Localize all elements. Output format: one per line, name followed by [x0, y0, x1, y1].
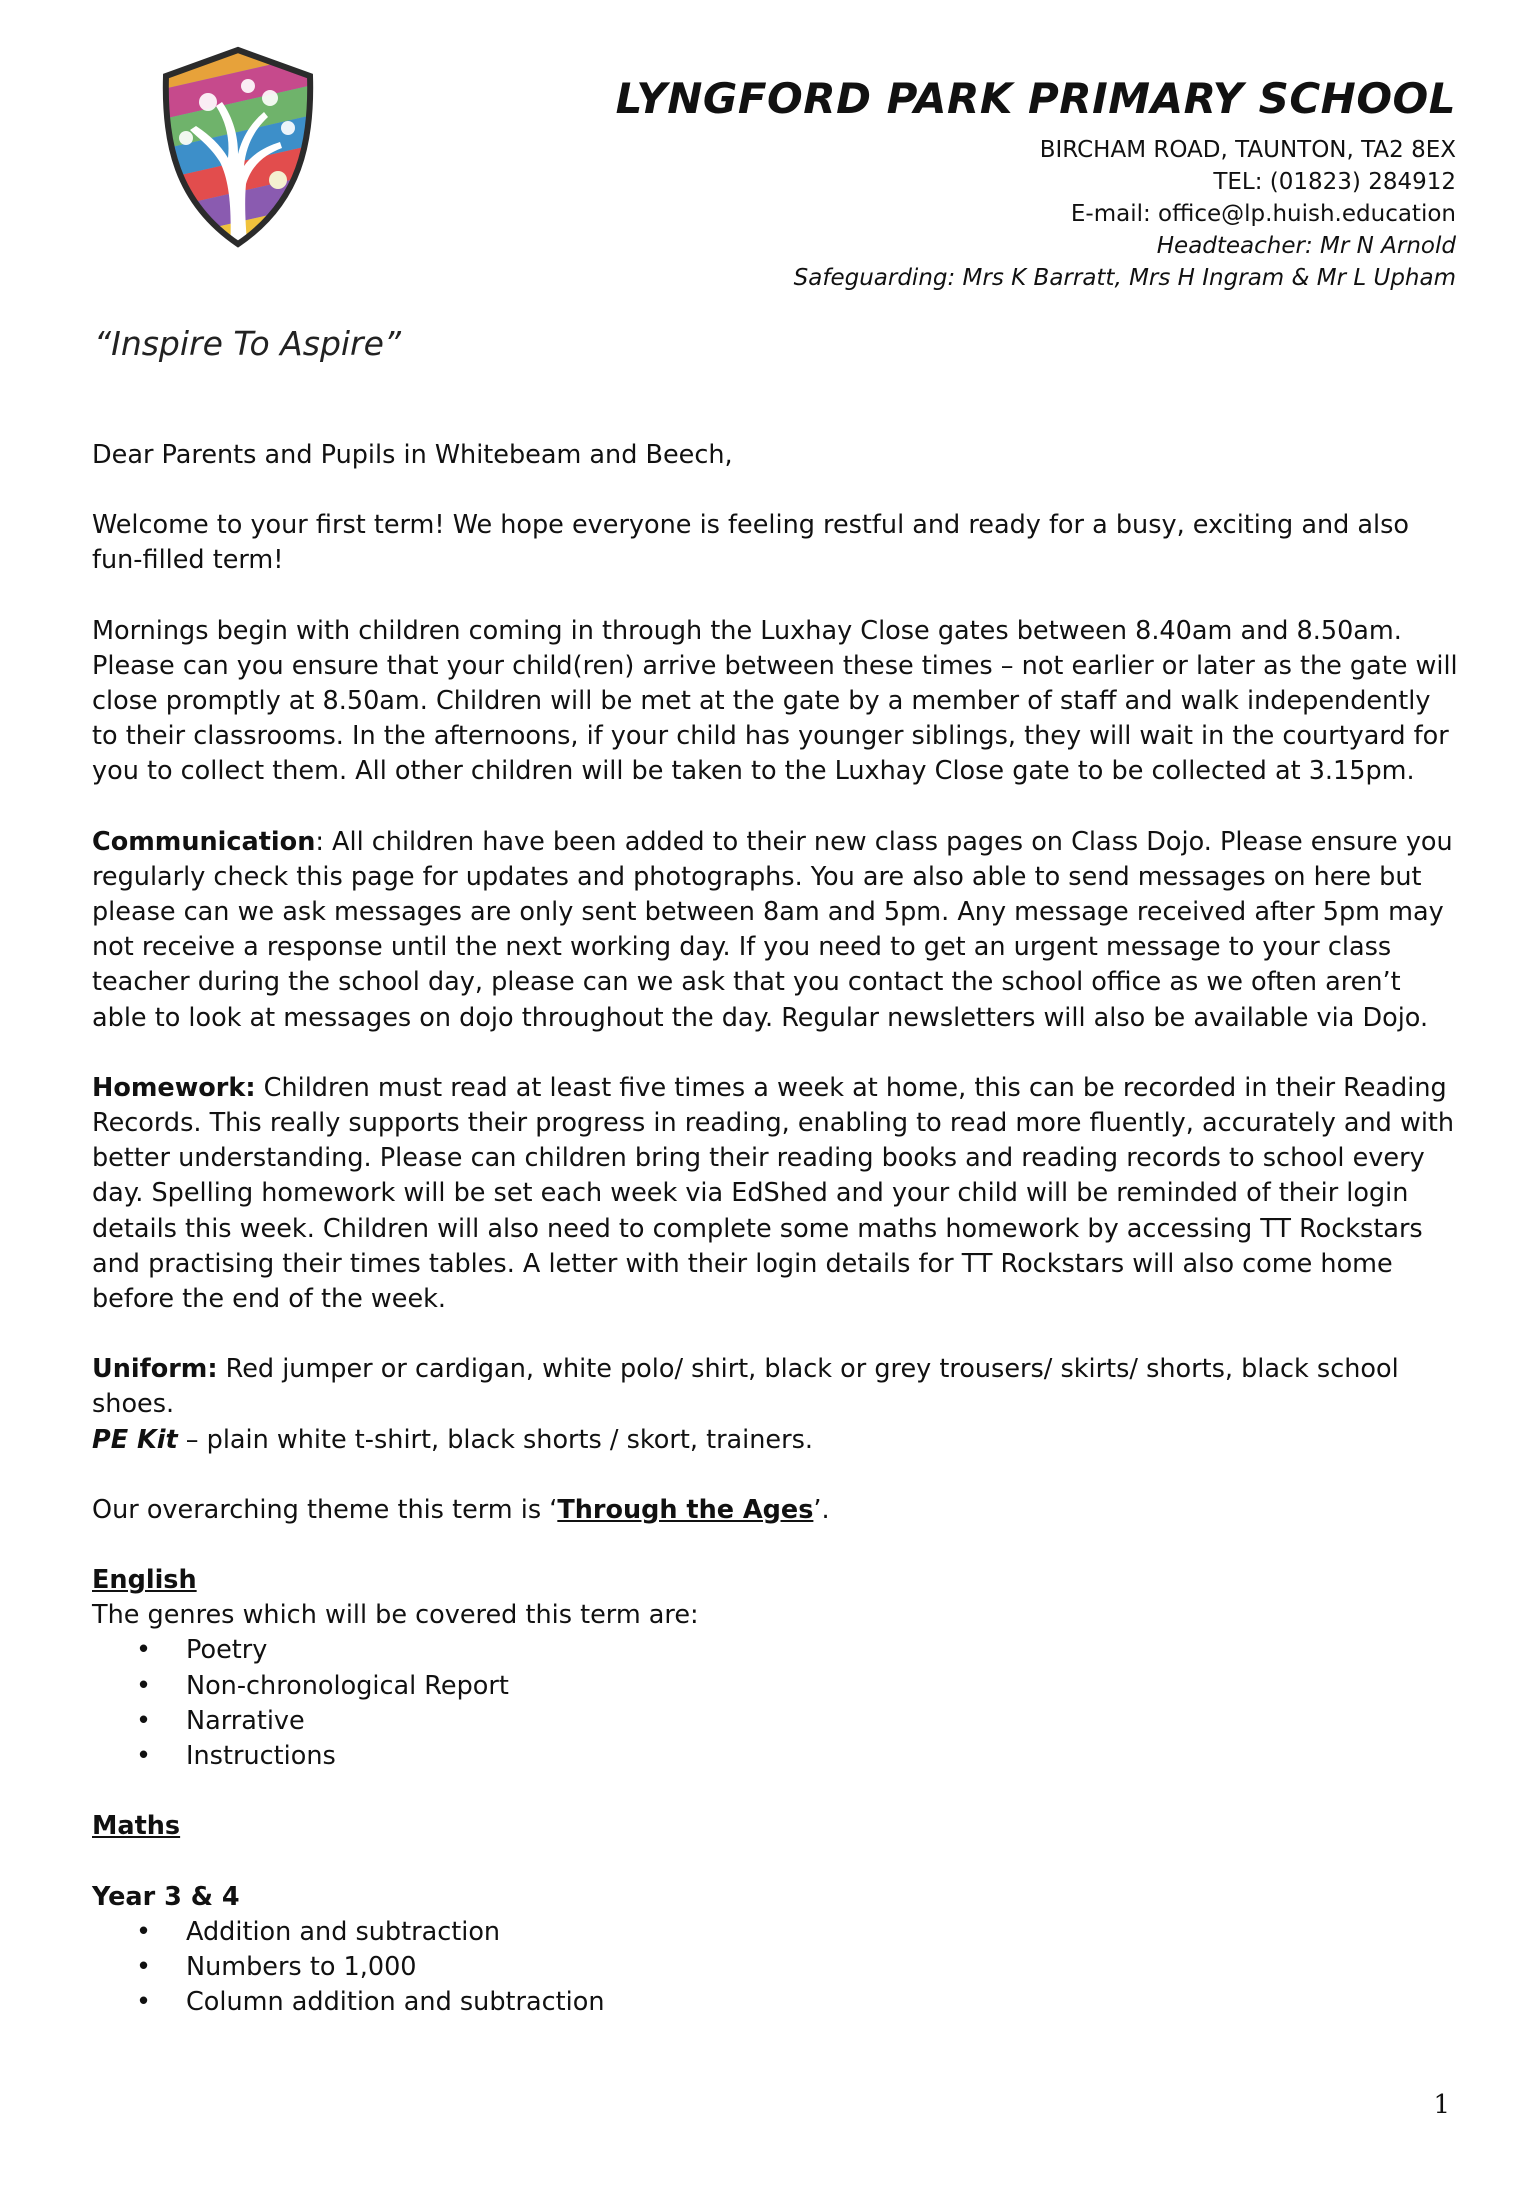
uniform-text: Red jumper or cardigan, white polo/ shirt, black or grey trousers/ skirts/ shorts, black school shoes. [92, 1354, 1399, 1420]
school-motto: “Inspire To Aspire” [94, 324, 402, 363]
list-item: • Instructions [92, 1739, 1462, 1774]
school-name: LYNGFORD PARK PRIMARY SCHOOL [615, 74, 1456, 123]
uniform-paragraph [92, 1352, 1462, 1458]
communication-paragraph [92, 825, 1462, 1036]
english-section [92, 1563, 1462, 1774]
communication-text: : All children have been added to their new class pages on Class Dojo. Please ensure you regularly check this page for updates and photographs. You are also able to send messages on here but please can we ask messages are only sent between 8am and 5pm. Any message received after 5pm may not receive a response until the next working day. If you need to get an urgent message to your class teacher during the school day, please can we ask that you contact the school office as we often aren’t able to look at messages on dojo throughout the day. Regular newsletters will also be available via Dojo. [92, 826, 1453, 1033]
english-genre-list [92, 1633, 1462, 1774]
list-item: • Narrative [92, 1704, 1462, 1739]
school-header [616, 76, 1456, 294]
school-address: BIRCHAM ROAD, TAUNTON, TA2 8EX [1039, 137, 1456, 164]
theme-suffix: ’. [813, 1494, 830, 1525]
homework-heading: Homework: [92, 1072, 256, 1103]
headteacher-line: Headteacher: Mr N Arnold [1156, 233, 1456, 260]
school-email: E-mail: office@lp.huish.education [1070, 201, 1456, 228]
school-telephone: TEL: (01823) 284912 [1213, 169, 1456, 196]
safeguarding-line: Safeguarding: Mrs K Barratt, Mrs H Ingram & Mr L Upham [793, 265, 1456, 292]
maths-heading: Maths [92, 1811, 181, 1842]
theme-paragraph [92, 1493, 1462, 1528]
list-item: • Non-chronological Report [92, 1669, 1462, 1704]
welcome-paragraph: Welcome to your first term! We hope everyone is feeling restful and ready for a busy, exciting and also fun-filled term! [92, 510, 1409, 576]
theme-prefix: Our overarching theme this term is ‘ [92, 1494, 558, 1525]
page-number: 1 [1433, 2090, 1450, 2120]
list-item: • Poetry [92, 1633, 1462, 1668]
english-heading: English [92, 1565, 197, 1596]
homework-text: Children must read at least five times a week at home, this can be recorded in their Reading Records. This really supports their progress in reading, enabling to read more fluently, accurately and with better understanding. Please can children bring their reading books and reading records to school every day. Spelling homework will be set each week via EdShed and your child will be reminded of their login details this week. Children will also need to complete some maths homework by accessing TT Rockstars and practising their times tables. A letter with their login details for TT Rockstars will also come home before the end of the week. [92, 1072, 1455, 1315]
maths-topic-list [92, 1915, 1462, 2021]
uniform-heading: Uniform: [92, 1354, 218, 1385]
pe-kit-heading: PE Kit [92, 1424, 178, 1455]
school-crest-logo [150, 42, 326, 252]
maths-section [92, 1809, 1462, 2020]
theme-name: Through the Ages [557, 1494, 814, 1525]
greeting: Dear Parents and Pupils in Whitebeam and Beech, [92, 440, 733, 470]
list-item: • Addition and subtraction [92, 1915, 1462, 1950]
homework-paragraph [92, 1071, 1462, 1317]
maths-year-heading: Year 3 & 4 [92, 1881, 240, 1912]
list-item: • Numbers to 1,000 [92, 1950, 1462, 1985]
pe-kit-text: – plain white t-shirt, black shorts / skort, trainers. [177, 1424, 813, 1455]
list-item: • Column addition and subtraction [92, 1985, 1462, 2020]
mornings-paragraph: Mornings begin with children coming in through the Luxhay Close gates between 8.40am and 8.50am. Please can you ensure that your child(ren) arrive between these times – not earlier or later as the gate will close promptly at 8.50am. Children will be met at the gate by a member of staff and walk independently to their classrooms. In the afternoons, if your child has younger siblings, they will wait in the courtyard for you to collect them. All other children will be taken to the Luxhay Close gate to be collected at 3.15pm. [92, 615, 1458, 787]
communication-heading: Communication [92, 826, 316, 857]
letter-body [92, 438, 1462, 2020]
english-intro: The genres which will be covered this term are: [92, 1600, 699, 1631]
